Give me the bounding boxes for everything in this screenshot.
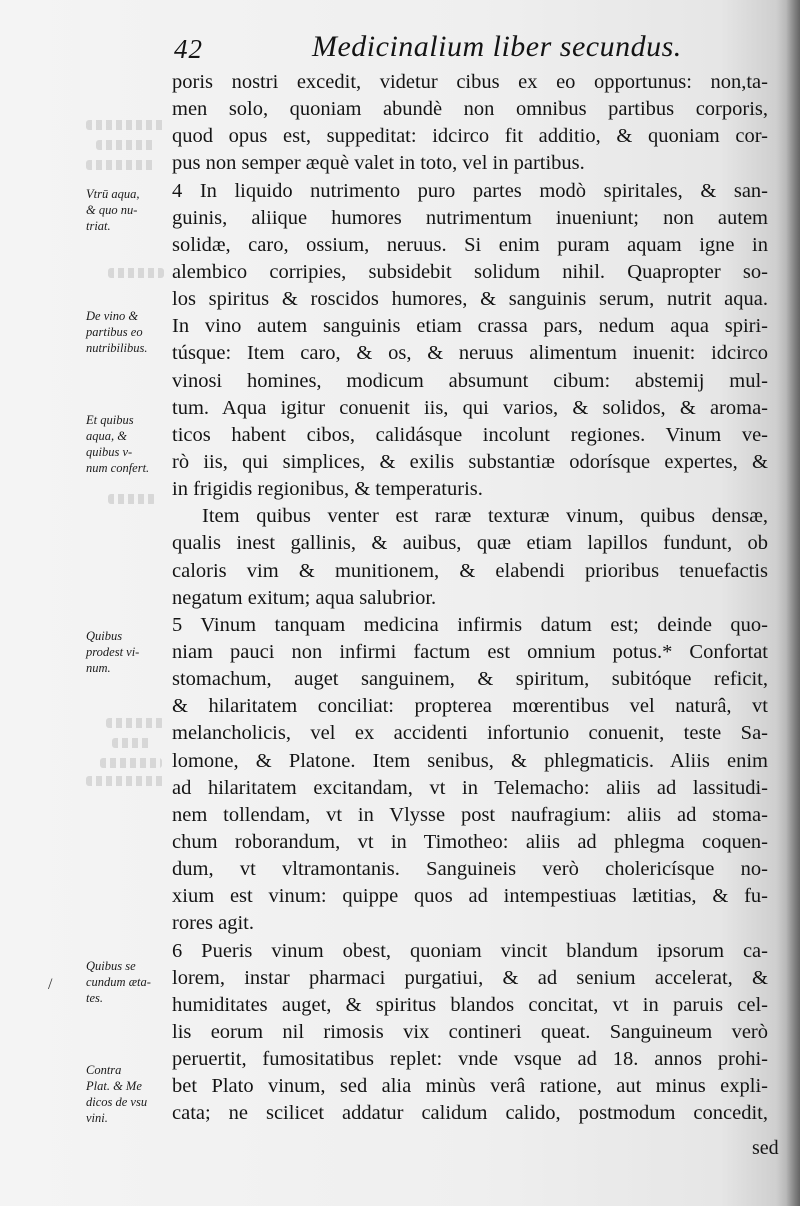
bleed-through-mark [86, 776, 166, 786]
text-line: ticos habent cibos, calidásque incolunt regiones. Vinum ve- [172, 423, 768, 446]
text-line: & hilaritatem conciliat: propterea mœrentibus vel naturâ, vt [172, 695, 768, 718]
text-line: In vino autem sanguinis etiam crassa pars, nedum aqua spiri- [172, 315, 768, 338]
margin-note-line: De vino & [86, 309, 139, 323]
main-text-block [172, 69, 768, 1127]
text-line: peruertit, fumositatibus replet: vnde vsque ad 18. annos prohi- [172, 1048, 768, 1071]
margin-note-line: Plat. & Me [86, 1079, 142, 1093]
margin-note-line: quibus v- [86, 445, 133, 459]
margin-note-line: dicos de vsu [86, 1095, 148, 1109]
text-line: dum, vt vltramontanis. Sanguineis verò cholericísque no- [172, 858, 768, 881]
text-line: quod opus est, suppeditat: idcirco fit additio, & quoniam cor- [172, 125, 768, 148]
text-line: tum. Aqua igitur conuenit iis, qui varios, & solidos, & aroma- [172, 396, 768, 419]
text-line: nem tollendam, vt in Vlysse post naufragium: aliis ad stoma- [172, 803, 768, 826]
text-line: pus non semper æquè valet in toto, vel in partibus. [172, 152, 585, 175]
margin-note-line: partibus eo [86, 325, 143, 339]
text-line: lomone, & Platone. Item senibus, & phlegmaticis. Aliis enim [172, 749, 768, 772]
bleed-through-mark [108, 268, 164, 278]
margin-note-line: Quibus [86, 629, 123, 643]
text-line: negatum exitum; aqua salubrior. [172, 586, 437, 609]
text-line: men solo, quoniam abundè non omnibus partibus corporis, [172, 98, 768, 121]
margin-note-line: tes. [86, 991, 104, 1005]
text-line: túsque: Item caro, & os, & neruus alimentum inuenit: idcirco [172, 342, 768, 365]
text-line: vinosi homines, modicum absumunt cibum: abstemij mul- [172, 369, 768, 392]
text-line: los spiritus & roscidos humores, & sanguinis serum, nutrit aqua. [172, 288, 768, 311]
text-line: lis eorum nil rimosis vix contineri queat. Sanguineum verò [172, 1020, 768, 1043]
text-line: 4 In liquido nutrimento puro partes modò spiritales, & san- [172, 179, 768, 202]
margin-note-line: cundum æta- [86, 975, 151, 989]
page-gutter-shadow [786, 0, 800, 1206]
text-line: cata; ne scilicet addatur calidum calido, postmodum concedit, [172, 1102, 768, 1125]
bleed-through-mark [100, 758, 162, 768]
pen-mark: / [48, 976, 53, 993]
margin-note-line: & quo nu- [86, 203, 138, 217]
page-header [172, 28, 762, 68]
text-line: xium est vinum: quippe quos ad intempestiuas lætitias, & fu- [172, 885, 768, 908]
text-line: qualis inest gallinis, & auibus, quæ etiam lapillos fundunt, ob [172, 532, 768, 555]
margin-note-line: Quibus se [86, 959, 136, 973]
margin-note-et-quibus [86, 412, 170, 476]
page-number: 42 [174, 34, 203, 64]
margin-note-line: triat. [86, 219, 111, 233]
text-line: lorem, instar pharmaci purgatiui, & ad senium accelerat, & [172, 966, 768, 989]
margin-note-line: vini. [86, 1111, 108, 1125]
bleed-through-mark [86, 160, 156, 170]
text-line: alembico corripies, subsidebit solidum nihil. Quapropter so- [172, 260, 768, 283]
margin-note-de-vino [86, 308, 170, 356]
margin-note-line: nutribilibus. [86, 341, 148, 355]
margin-note-contra-plat [86, 1062, 170, 1126]
running-title: Medicinalium liber secundus. [312, 30, 682, 63]
catchword: sed [752, 1137, 779, 1159]
bleed-through-mark [112, 738, 152, 748]
text-line: bet Plato vinum, sed alia minùs verâ ratione, aut minus expli- [172, 1075, 768, 1098]
text-line: guinis, aliique humores nutrimentum inueniunt; non autem [172, 206, 768, 229]
margin-note-quibus-secundum [86, 958, 170, 1006]
text-line: niam pauci non infirmi factum est omnium potus.* Confortat [172, 640, 768, 663]
text-line: in frigidis regionibus, & temperaturis. [172, 478, 483, 501]
margin-note-line: Et quibus [86, 413, 134, 427]
bleed-through-mark [86, 120, 166, 130]
text-line: chum roborandum, vt in Timotheo: aliis ad phlegma coquen- [172, 830, 768, 853]
text-line: rores agit. [172, 912, 254, 935]
margin-note-line: Contra [86, 1063, 122, 1077]
text-line: solidæ, caro, ossium, neruus. Si enim puram aquam igne in [172, 233, 768, 256]
text-line: humiditates auget, & spiritus blandos concitat, vt in paruis cel- [172, 993, 768, 1016]
text-line: 6 Pueris vinum obest, quoniam vincit blandum ipsorum ca- [172, 939, 768, 962]
text-line: poris nostri excedit, videtur cibus ex eo opportunus: non,ta- [172, 71, 768, 93]
margin-note-quibus-prodest [86, 628, 170, 676]
margin-note-line: Vtrū aqua, [86, 187, 140, 201]
text-line: melancholicis, vel ex accidenti infortunio conuenit, teste Sa- [172, 722, 768, 745]
margin-note-vtrum-aqua [86, 186, 170, 234]
margin-note-line: prodest vi- [86, 645, 140, 659]
margin-note-line: num confert. [86, 461, 150, 475]
bleed-through-mark [106, 718, 164, 728]
text-line: ad hilaritatem excitandam, vt in Telemacho: aliis ad lassitudi- [172, 776, 768, 799]
text-line: Item quibus venter est raræ texturæ vinum, quibus densæ, [202, 505, 768, 528]
margin-note-line: aqua, & [86, 429, 127, 443]
bleed-through-mark [108, 494, 156, 504]
text-line: rò iis, qui simplices, & exilis substantiæ odorísque expertes, & [172, 450, 768, 473]
margin-note-line: num. [86, 661, 111, 675]
bleed-through-mark [96, 140, 156, 150]
text-line: stomachum, auget sanguinem, & spiritum, subitóque reficit, [172, 668, 768, 691]
text-line: 5 Vinum tanquam medicina infirmis datum est; deinde quo- [172, 613, 768, 636]
text-line: caloris vim & munitionem, & elabendi prioribus tenuefactis [172, 559, 768, 582]
